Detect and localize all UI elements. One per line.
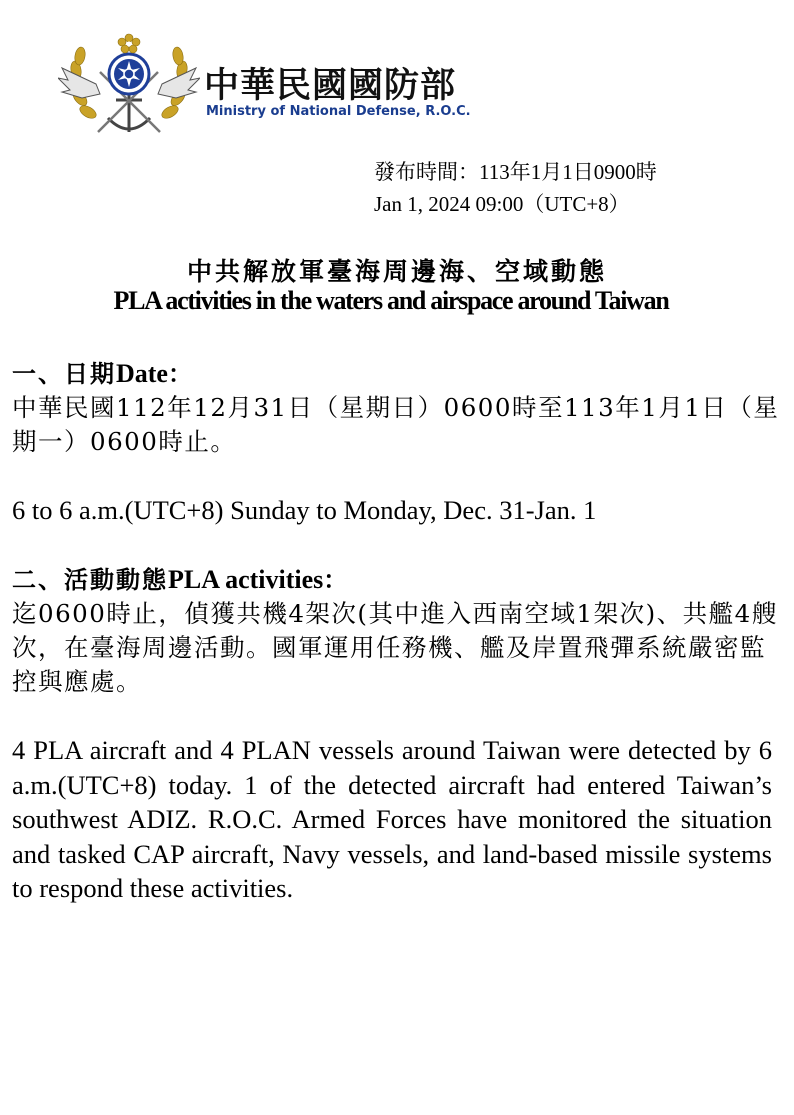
date-body-zh: 中華民國112年12月31日（星期日）0600時至113年1月1日（星期一）0600時止。 — [12, 393, 780, 456]
date-section — [12, 357, 782, 527]
date-heading-en: Date — [116, 359, 168, 388]
document-title-zh: 中共解放軍臺海周邊海、空域動態 — [186, 257, 607, 286]
ministry-emblem-logo — [58, 28, 200, 140]
release-time-zh: 發布時間：113年1月1日0900時 — [374, 160, 657, 184]
document-title-en: PLA activities in the waters and airspace around Taiwan — [113, 286, 669, 315]
date-heading — [12, 357, 782, 391]
activities-section — [12, 563, 782, 906]
date-body-en: 6 to 6 a.m.(UTC+8) Sunday to Monday, Dec. 31-Jan. 1 — [12, 495, 597, 525]
activities-heading-colon: ： — [323, 565, 350, 594]
date-heading-zh: 一、日期 — [12, 359, 116, 388]
activities-heading — [12, 563, 782, 597]
date-heading-colon: ： — [167, 359, 194, 388]
activities-body-en: 4 PLA aircraft and 4 PLAN vessels around Taiwan were detected by 6 a.m.(UTC+8) today. 1 of the detected aircraft had entered Taiwan’s southwest ADIZ. R.O.C. Armed Forces have monitored the situation and tasked CAP aircraft, Navy vessels, and land-based missile systems to respond these activities. — [12, 735, 772, 903]
ministry-name-en: Ministry of National Defense, R.O.C. — [206, 104, 471, 119]
activities-heading-zh: 二、活動動態 — [12, 565, 168, 594]
header — [58, 28, 518, 140]
activities-heading-en: PLA activities — [168, 565, 324, 594]
release-time — [374, 156, 657, 220]
release-time-en: Jan 1, 2024 09:00（UTC+8） — [374, 192, 630, 216]
activities-body-zh: 迄0600時止，偵獲共機4架次(其中進入西南空域1架次)、共艦4艘次，在臺海周邊活動。國軍運用任務機、艦及岸置飛彈系統嚴密監控與應處。 — [12, 599, 778, 696]
ministry-name-zh: 中華民國國防部 — [204, 66, 457, 106]
